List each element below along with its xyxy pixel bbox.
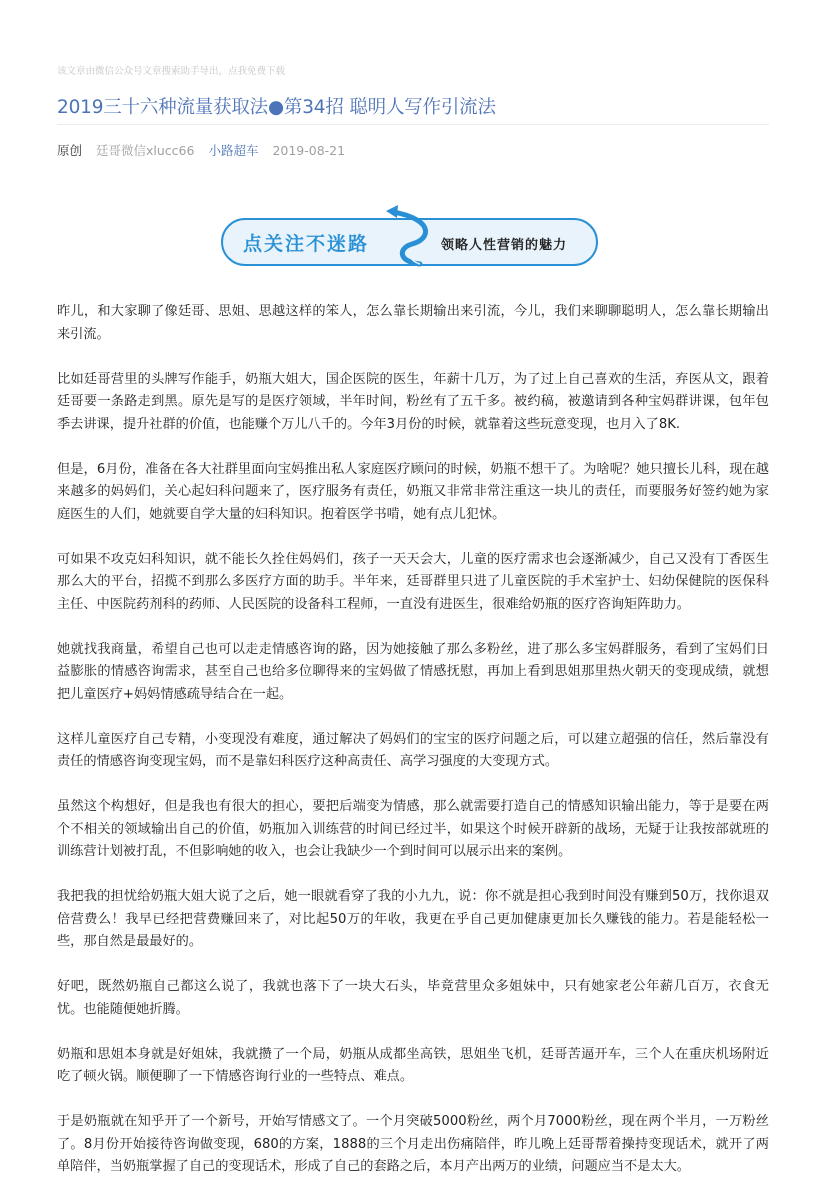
paragraph: 她就找我商量，希望自己也可以走走情感咨询的路，因为她接触了那么多粉丝，进了那么多宝妈群服务，看到了宝妈们日益膨胀的情感咨询需求，甚至自己也给多位聊得来的宝妈做了情感抚慰，再加上看到思姐那里热火朝天的变现成绩，就想把儿童医疗+妈妈情感疏导结合在一起。 <box>57 641 769 702</box>
original-label: 原创 <box>57 143 83 158</box>
banner-right-text: 领略人性营销的魅力 <box>441 238 568 253</box>
author-name: 廷哥微信xlucc66 <box>96 143 195 158</box>
paragraph: 于是奶瓶就在知乎开了一个新号，开始写情感文了。一个月突破5000粉丝，两个月7000粉丝，现在两个半月，一万粉丝了。8月份开始接待咨询做变现，680的方案，1888的三个月走出伤痛陪伴，昨儿晚上廷哥帮着操持变现话术，就开了两单陪伴，当奶瓶掌握了自己的变现话术，形成了自己的套路之后，本月产出两万的业绩，问题应当不是太大。 <box>57 1114 769 1174</box>
paragraph: 昨儿，和大家聊了像廷哥、思姐、思越这样的笨人，怎么靠长期输出来引流，今儿，我们来聊聊聪明人，怎么靠长期输出来引流。 <box>57 304 769 342</box>
account-link[interactable]: 小路超车 <box>208 143 259 158</box>
article-body <box>57 301 769 1201</box>
paragraph: 比如廷哥营里的头牌写作能手，奶瓶大姐大，国企医院的医生，年薪十几万，为了过上自己喜欢的生活，弃医从文，跟着廷哥要一条路走到黑。原先是写的是医疗领域，半年时间，粉丝有了五千多。被约稿，被邀请到各种宝妈群讲课，包年包季去讲课，提升社群的价值，也能赚个万儿八千的。今年3月份的时候，就靠着这些玩意变现，也月入了8K. <box>57 371 769 432</box>
paragraph: 可如果不攻克妇科知识，就不能长久拴住妈妈们，孩子一天天会大，儿童的医疗需求也会逐渐减少，自己又没有丁香医生那么大的平台，招揽不到那么多医疗方面的助手。半年来，廷哥群里只进了儿童医院的手术室护士、妇幼保健院的医保科主任、中医院药剂科的药师、人民医院的设备科工程师，一直没有进医生，很难给奶瓶的医疗咨询矩阵助力。 <box>57 551 769 612</box>
paragraph: 但是，6月份，准备在各大社群里面向宝妈推出私人家庭医疗顾问的时候，奶瓶不想干了。为啥呢？她只擅长儿科，现在越来越多的妈妈们，关心起妇科问题来了，医疗服务有责任，奶瓶又非常非常注重这一块儿的责任，而要服务好签约她为家庭医生的人们，她就要自学大量的妇科知识。抱着医学书啃，她有点儿犯怵。 <box>57 461 769 522</box>
paragraph: 我把我的担忧给奶瓶大姐大说了之后，她一眼就看穿了我的小九九，说：你不就是担心我到时间没有赚到50万，找你退双倍营费么！我早已经把营费赚回来了，对比起50万的年收，我更在乎自己更加健康更加长久赚钱的能力。若是能轻松一些，那自然是最最好的。 <box>57 889 769 949</box>
paragraph: 奶瓶和思姐本身就是好姐妹，我就攒了一个局，奶瓶从成都坐高铁，思姐坐飞机，廷哥苦逼开车，三个人在重庆机场附近吃了顿火锅。顺便聊了一下情感咨询行业的一些特点、难点。 <box>57 1046 769 1084</box>
paragraph: 虽然这个构想好，但是我也有很大的担心，要把后端变为情感，那么就需要打造自己的情感知识输出能力，等于是要在两个不相关的领域输出自己的价值，奶瓶加入训练营的时间已经过半，如果这个时候开辟新的战场，无疑于让我按部就班的训练营计划被打乱，不但影响她的收入，也会让我缺少一个到时间可以展示出来的案例。 <box>57 799 769 859</box>
export-note-link[interactable]: 该文章由微信公众号文章搜索助手导出，点我免费下载 <box>57 66 286 77</box>
divider <box>57 124 769 125</box>
swirl-arrow-icon <box>380 202 440 274</box>
paragraph: 好吧，既然奶瓶自己都这么说了，我就也落下了一块大石头，毕竟营里众多姐妹中，只有她家老公年薪几百万，衣食无忧。也能随便她折腾。 <box>57 979 769 1017</box>
publish-date: 2019-08-21 <box>272 143 346 158</box>
follow-banner <box>218 202 604 274</box>
paragraph: 这样儿童医疗自己专精，小变现没有难度，通过解决了妈妈们的宝宝的医疗问题之后，可以建立超强的信任，然后靠没有责任的情感咨询变现宝妈，而不是靠妇科医疗这种高责任、高学习强度的大变现方式。 <box>57 731 769 769</box>
page-title: 2019三十六种流量获取法●第34招 聪明人写作引流法 <box>57 97 496 118</box>
banner-left-text: 点关注不迷路 <box>243 233 370 255</box>
article-meta <box>57 141 355 159</box>
